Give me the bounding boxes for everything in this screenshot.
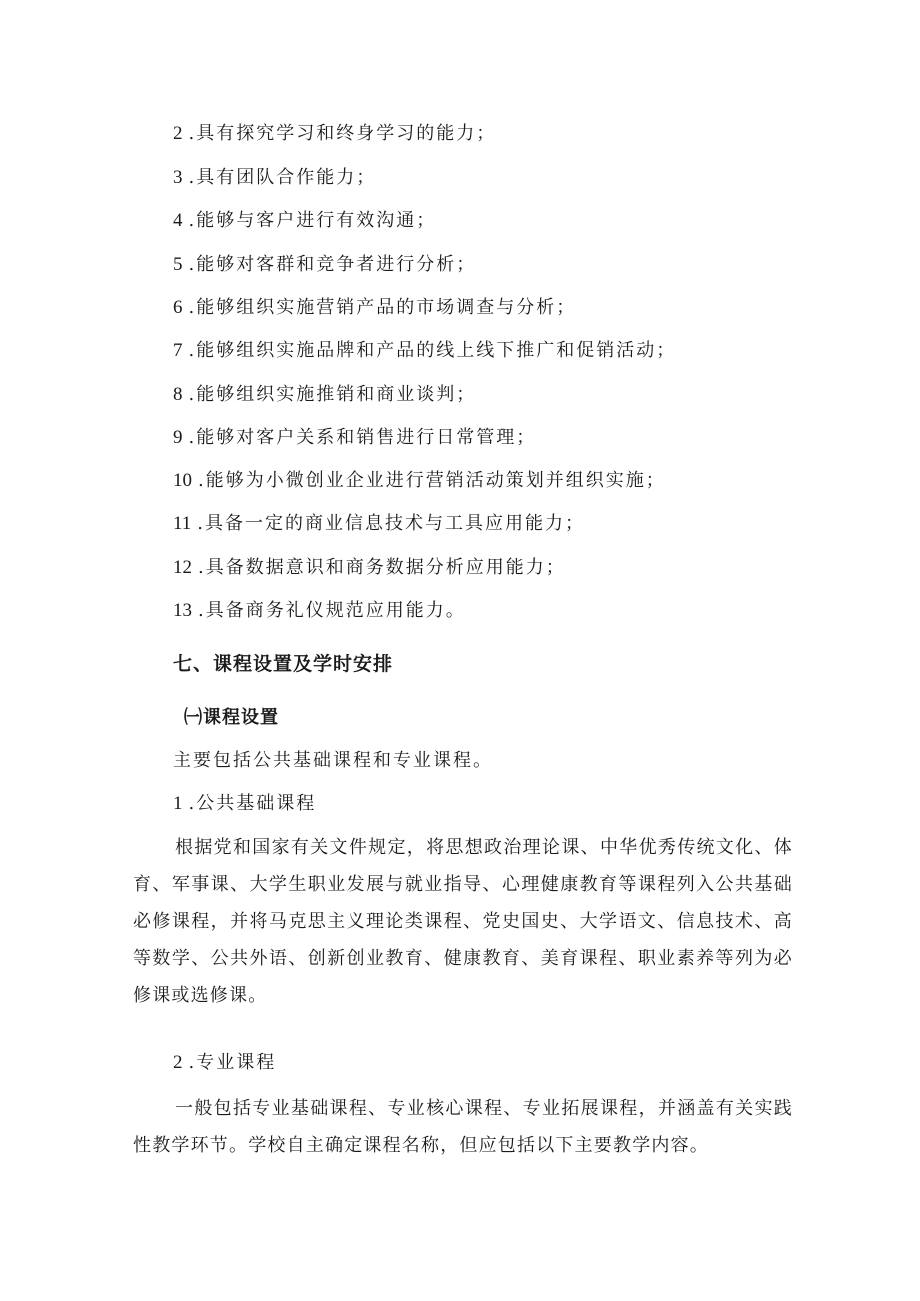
ability-item xyxy=(173,339,676,363)
major-courses-title xyxy=(173,1051,276,1075)
ability-number: 13 xyxy=(173,600,192,621)
ability-item xyxy=(173,469,666,493)
ability-text: .能够对客群和竞争者进行分析； xyxy=(188,254,477,275)
ability-text: .能够对客户关系和销售进行日常管理； xyxy=(188,427,537,448)
ability-item xyxy=(173,253,476,277)
ability-item xyxy=(173,426,536,450)
major-courses-number: 2 xyxy=(173,1052,183,1073)
ability-text: .具有探究学习和终身学习的能力； xyxy=(188,123,497,144)
ability-number: 3 xyxy=(173,167,183,188)
ability-number: 5 xyxy=(173,254,183,275)
ability-item xyxy=(173,122,496,146)
major-courses-label: .专业课程 xyxy=(188,1052,277,1073)
ability-number: 8 xyxy=(173,384,183,405)
ability-number: 7 xyxy=(173,340,183,361)
public-courses-title xyxy=(173,792,316,816)
public-courses-number: 1 xyxy=(173,793,183,814)
ability-text: .能够与客户进行有效沟通； xyxy=(188,210,437,231)
ability-number: 9 xyxy=(173,427,183,448)
ability-item xyxy=(173,166,376,190)
ability-number: 6 xyxy=(173,297,183,318)
ability-item xyxy=(173,599,466,623)
ability-item xyxy=(173,556,566,580)
ability-item xyxy=(173,383,476,407)
ability-text: .能够为小微创业企业进行营销活动策划并组织实施； xyxy=(198,470,666,491)
public-courses-label: .公共基础课程 xyxy=(188,793,317,814)
ability-text: .具备商务礼仪规范应用能力。 xyxy=(198,600,466,621)
ability-text: .具备数据意识和商务数据分析应用能力； xyxy=(198,557,566,578)
ability-number: 11 xyxy=(173,513,192,534)
section-heading: 七、课程设置及学时安排 xyxy=(173,653,394,675)
public-courses-paragraph: 根据党和国家有关文件规定，将思想政治理论课、中华优秀传统文化、体育、军事课、大学生职业发展与就业指导、心理健康教育等课程列入公共基础必修课程，并将马克思主义理论类课程、党史国史、大学语文、信息技术、高等数学、公共外语、创新创业教育、健康教育、美育课程、职业素养等列为必修课或选修课。 xyxy=(133,837,793,1006)
section-intro: 主要包括公共基础课程和专业课程。 xyxy=(173,750,493,771)
major-courses-paragraph: 一般包括专业基础课程、专业核心课程、专业拓展课程，并涵盖有关实践性教学环节。学校自主确定课程名称，但应包括以下主要教学内容。 xyxy=(133,1098,793,1156)
ability-text: .具备一定的商业信息技术与工具应用能力； xyxy=(197,513,586,534)
ability-text: .能够组织实施营销产品的市场调查与分析； xyxy=(188,297,577,318)
ability-number: 12 xyxy=(173,557,192,578)
ability-text: .具有团队合作能力； xyxy=(188,167,377,188)
ability-item xyxy=(173,209,436,233)
section-subheading: ㈠课程设置 xyxy=(184,707,279,728)
ability-text: .能够组织实施推销和商业谈判； xyxy=(188,384,477,405)
ability-item xyxy=(173,296,576,320)
ability-item xyxy=(173,512,585,536)
ability-number: 10 xyxy=(173,470,192,491)
ability-number: 4 xyxy=(173,210,183,231)
ability-number: 2 xyxy=(173,123,183,144)
ability-text: .能够组织实施品牌和产品的线上线下推广和促销活动； xyxy=(188,340,677,361)
